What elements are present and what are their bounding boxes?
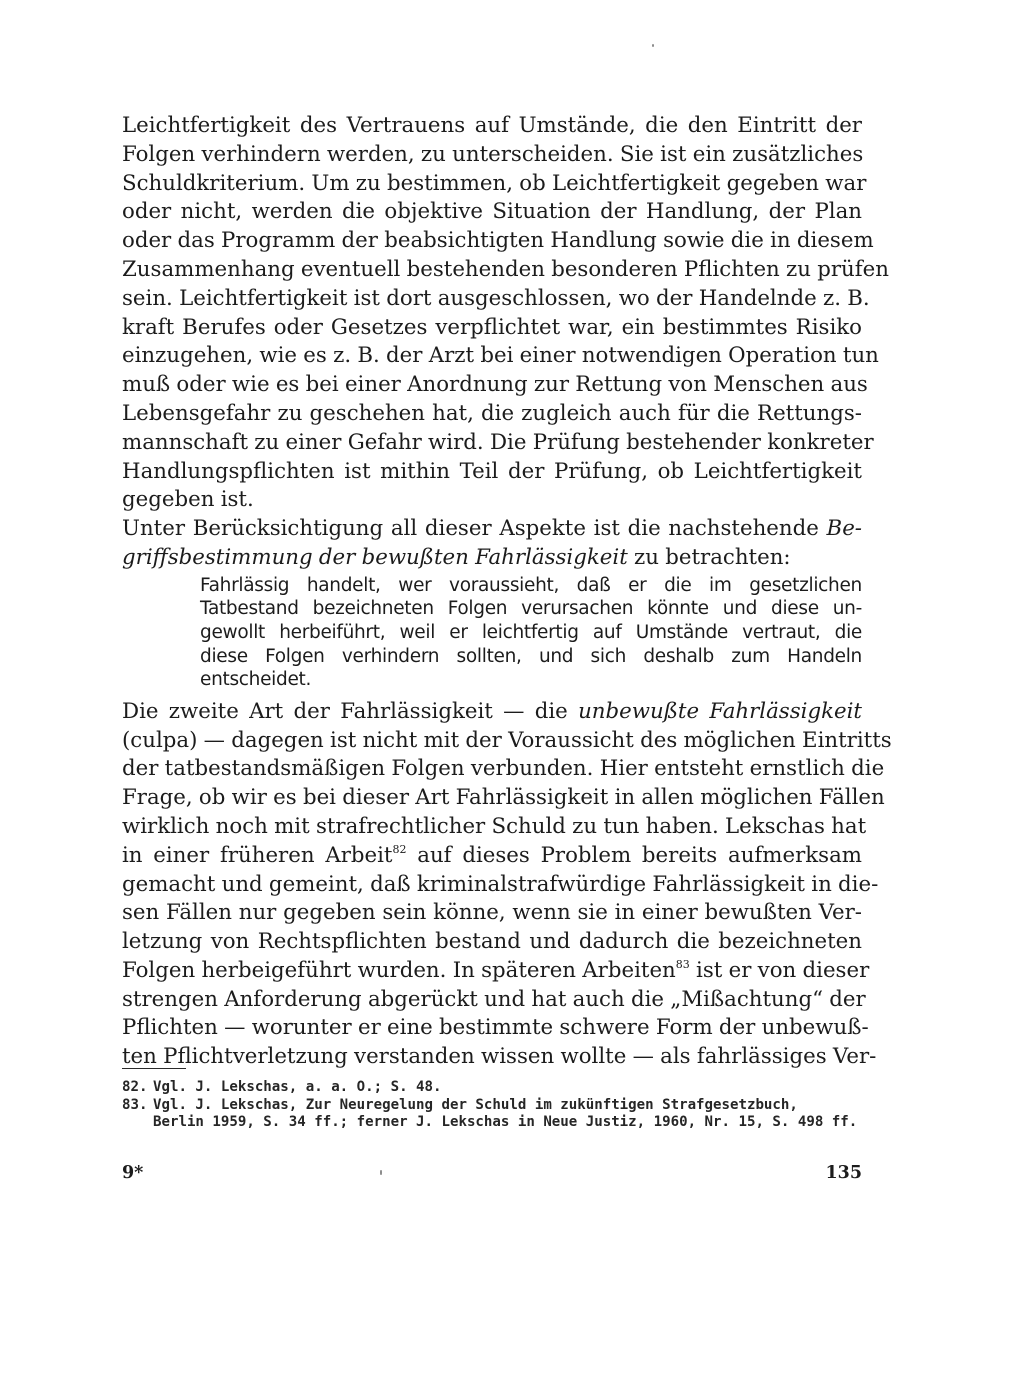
text-line: Folgen verhindern werden, zu unterscheiden. Sie ist ein zusätzliches xyxy=(122,141,864,167)
text-line: einzugehen, wie es z. B. der Arzt bei einer notwendigen Operation tun xyxy=(122,343,879,369)
paragraph-leichtfertigkeit xyxy=(122,112,889,515)
scan-speck xyxy=(380,1170,382,1175)
paragraph-unbewusste-fahrlaessigkeit xyxy=(122,698,892,1072)
quote-line: Fahrlässig handelt, wer voraussieht, daß er die im gesetzlichen xyxy=(200,574,862,596)
footnote-82 xyxy=(122,1079,862,1097)
quote-line: diese Folgen verhindern sollten, und sich deshalb zum Handeln xyxy=(200,645,862,667)
text-line: gegeben ist. xyxy=(122,487,254,513)
text-line: sein. Leichtfertigkeit ist dort ausgeschlossen, wo der Handelnde z. B. xyxy=(122,285,870,311)
italic-term: griffsbestimmung der bewußten Fahrlässigkeit xyxy=(122,544,628,570)
scan-speck xyxy=(652,44,654,47)
text-line: mannschaft zu einer Gefahr wird. Die Prüfung bestehender konkreter xyxy=(122,429,874,455)
text-line: Lebensgefahr zu geschehen hat, die zugleich auch für die Rettungs- xyxy=(122,400,862,426)
text-line: oder nicht, werden die objektive Situation der Handlung, der Plan xyxy=(122,199,862,225)
text-line: (culpa) — dagegen ist nicht mit der Voraussicht des möglichen Eintritts xyxy=(122,727,892,753)
text-line xyxy=(122,957,870,986)
page-footer xyxy=(122,1163,862,1187)
text-line xyxy=(122,544,862,573)
text-line: wirklich noch mit strafrechtlicher Schuld zu tun haben. Lekschas hat xyxy=(122,813,867,839)
text-line xyxy=(122,698,862,727)
text-span: Die zweite Art der Fahrlässigkeit — die xyxy=(122,698,579,724)
italic-term: unbewußte Fahrlässigkeit xyxy=(578,698,862,724)
text-line: Zusammenhang eventuell bestehenden besonderen Pflichten zu prüfen xyxy=(122,256,889,282)
text-line: Frage, ob wir es bei dieser Art Fahrlässigkeit in allen möglichen Fällen xyxy=(122,785,885,811)
quote-line: Tatbestand bezeichneten Folgen verursachen könnte und diese un- xyxy=(200,598,862,620)
page-number: 135 xyxy=(825,1163,862,1183)
italic-term: Be- xyxy=(826,516,862,542)
text-line: letzung von Rechtspflichten bestand und dadurch die bezeichneten xyxy=(122,929,862,955)
text-line: oder das Programm der beabsichtigten Handlung sowie die in diesem xyxy=(122,228,874,254)
footnote-number: 83. xyxy=(122,1096,148,1113)
text-span: Folgen herbeigeführt wurden. In späteren Arbeiten xyxy=(122,957,676,983)
footnote-ref-83[interactable]: 83 xyxy=(675,957,690,971)
text-line: Handlungspflichten ist mithin Teil der Prüfung, ob Leichtfertigkeit xyxy=(122,458,862,484)
text-span: auf dieses Problem bereits aufmerksam xyxy=(406,842,862,868)
text-line: ten Pflichtverletzung verstanden wissen wollte — als fahrlässiges Ver- xyxy=(122,1044,877,1070)
text-line: gemacht und gemeint, daß kriminalstrafwürdige Fahrlässigkeit in die- xyxy=(122,871,879,897)
text-span: ist er von dieser xyxy=(689,957,870,983)
paragraph-begriffsbestimmung xyxy=(122,515,862,573)
text-line: Leichtfertigkeit des Vertrauens auf Umstände, die den Eintritt der xyxy=(122,113,862,138)
text-line xyxy=(122,515,862,544)
footnote-text: Vgl. J. Lekschas, a. a. O.; S. 48. xyxy=(153,1079,442,1095)
quote-line: gewollt herbeiführt, weil er leichtfertig auf Umstände vertraut, die xyxy=(200,621,862,643)
quote-line: entscheidet. xyxy=(200,669,312,691)
footnote-ref-82[interactable]: 82 xyxy=(392,842,407,856)
footnotes xyxy=(122,1079,862,1132)
text-line: strengen Anforderung abgerückt und hat auch die „Mißachtung“ der xyxy=(122,986,866,1012)
footnote-number: 82. xyxy=(122,1079,148,1095)
footnote-divider xyxy=(122,1068,186,1069)
text-line: der tatbestandsmäßigen Folgen verbunden. Hier entsteht ernstlich die xyxy=(122,756,885,782)
text-line: Schuldkriterium. Um zu bestimmen, ob Leichtfertigkeit gegeben war xyxy=(122,170,867,196)
text-line: sen Fällen nur gegeben sein könne, wenn sie in einer bewußten Ver- xyxy=(122,900,862,926)
text-span: in einer früheren Arbeit xyxy=(122,842,393,868)
footnote-text-continued: Berlin 1959, S. 34 ff.; ferner J. Lekschas in Neue Justiz, 1960, Nr. 15, S. 498 ff. xyxy=(153,1114,858,1130)
text-line: kraft Berufes oder Gesetzes verpflichtet war, ein bestimmtes Risiko xyxy=(122,314,862,340)
definition-quote xyxy=(200,574,862,692)
text-span: Unter Berücksichtigung all dieser Aspekte ist die nachstehende xyxy=(122,516,827,542)
signature-mark: 9* xyxy=(122,1163,144,1183)
text-line xyxy=(122,842,862,871)
text-line: muß oder wie es bei einer Anordnung zur Rettung von Menschen aus xyxy=(122,372,868,398)
footnote-83 xyxy=(122,1097,862,1115)
footnote-text: Vgl. J. Lekschas, Zur Neuregelung der Schuld im zukünftigen Strafgesetzbuch, xyxy=(153,1096,798,1113)
text-line: Pflichten — worunter er eine bestimmte schwere Form der unbewuß- xyxy=(122,1015,869,1041)
text-span: zu betrachten: xyxy=(627,544,791,570)
main-text xyxy=(122,112,892,1072)
